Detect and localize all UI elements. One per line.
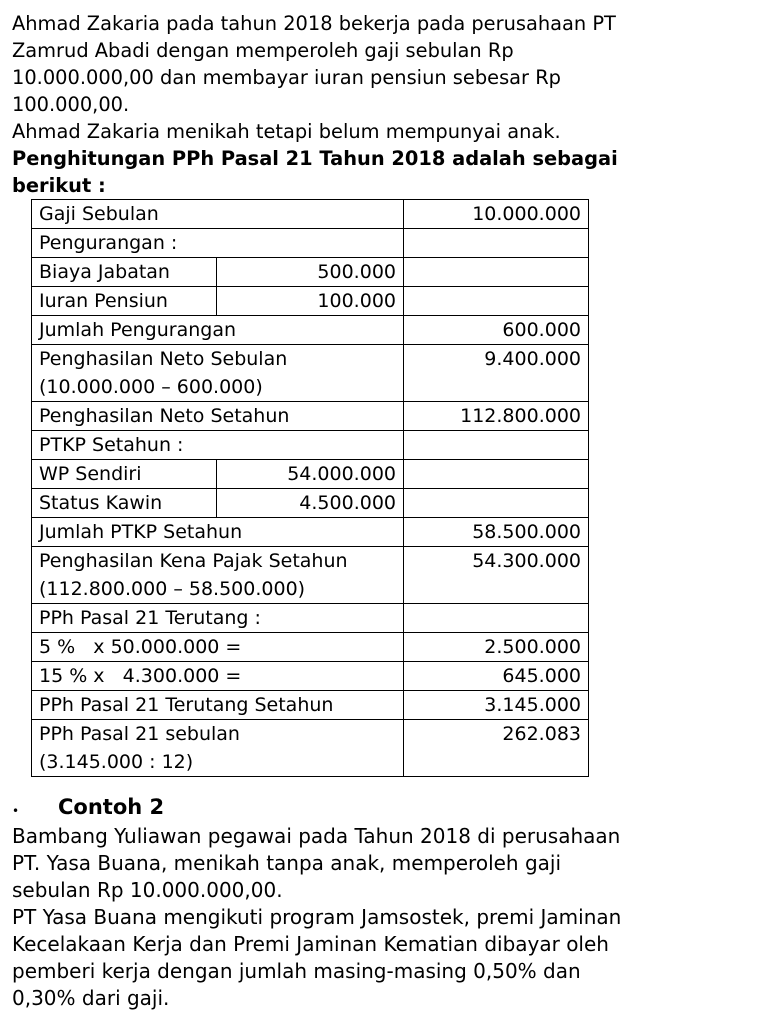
- example-line: sebulan Rp 10.000.000,00.: [12, 878, 283, 902]
- label-cell: Biaya Jabatan: [32, 258, 217, 287]
- intro-line: Ahmad Zakaria pada tahun 2018 bekerja pada perusahaan PT: [12, 12, 616, 35]
- label-cell: 15 % x 4.300.000 =: [32, 662, 404, 691]
- intro-line: 100.000,00.: [12, 93, 130, 116]
- sub-value-cell: 4.500.000: [217, 489, 404, 518]
- label-cell: PTKP Setahun :: [32, 431, 404, 460]
- table-row: [32, 489, 589, 518]
- value-cell: 600.000: [404, 316, 589, 345]
- label-cell: PPh Pasal 21 Terutang Setahun: [32, 691, 404, 720]
- example-heading: [12, 793, 752, 821]
- table-row: [32, 316, 589, 345]
- value-cell: 3.145.000: [404, 691, 589, 720]
- label-cell: PPh Pasal 21 sebulan (3.145.000 : 12): [32, 720, 404, 777]
- example-line: 0,30% dari gaji.: [12, 986, 170, 1010]
- sub-value-cell: 54.000.000: [217, 460, 404, 489]
- value-cell: [404, 604, 589, 633]
- intro-line: Ahmad Zakaria menikah tetapi belum mempunyai anak.: [12, 120, 561, 143]
- intro-line: 10.000.000,00 dan membayar iuran pensiun sebesar Rp: [12, 66, 561, 89]
- table-row: [32, 633, 589, 662]
- value-cell: [404, 287, 589, 316]
- label-cell: Pengurangan :: [32, 229, 404, 258]
- value-cell: [404, 258, 589, 287]
- value-cell: 9.400.000: [404, 345, 589, 402]
- sub-value-cell: 500.000: [217, 258, 404, 287]
- table-row: [32, 460, 589, 489]
- label-cell: Iuran Pensiun: [32, 287, 217, 316]
- calculation-heading: berikut :: [12, 174, 106, 197]
- label-cell: 5 % x 50.000.000 =: [32, 633, 404, 662]
- example-line: PT Yasa Buana mengikuti program Jamsostek, premi Jaminan: [12, 905, 622, 929]
- table-row: [32, 604, 589, 633]
- table-row: [32, 287, 589, 316]
- example-line: PT. Yasa Buana, menikah tanpa anak, memperoleh gaji: [12, 851, 562, 875]
- label-cell: Penghasilan Neto Sebulan (10.000.000 – 600.000): [32, 345, 404, 402]
- calculation-heading: Penghitungan PPh Pasal 21 Tahun 2018 adalah sebagai: [12, 147, 618, 170]
- example-paragraph: [12, 823, 760, 1012]
- label-cell: PPh Pasal 21 Terutang :: [32, 604, 404, 633]
- value-cell: [404, 229, 589, 258]
- label-cell: Gaji Sebulan: [32, 200, 404, 229]
- label-cell: Penghasilan Kena Pajak Setahun (112.800.000 – 58.500.000): [32, 547, 404, 604]
- label-cell: Jumlah Pengurangan: [32, 316, 404, 345]
- table-row: [32, 229, 589, 258]
- value-cell: 10.000.000: [404, 200, 589, 229]
- table-row: [32, 431, 589, 460]
- value-cell: [404, 431, 589, 460]
- table-row: [32, 200, 589, 229]
- value-cell: 2.500.000: [404, 633, 589, 662]
- table-row: [32, 402, 589, 431]
- value-cell: [404, 489, 589, 518]
- table-row: [32, 662, 589, 691]
- value-cell: [404, 460, 589, 489]
- table-row: [32, 345, 589, 402]
- label-cell: Jumlah PTKP Setahun: [32, 518, 404, 547]
- intro-line: Zamrud Abadi dengan memperoleh gaji sebulan Rp: [12, 39, 514, 62]
- value-cell: 112.800.000: [404, 402, 589, 431]
- example-line: Bambang Yuliawan pegawai pada Tahun 2018 di perusahaan: [12, 824, 621, 848]
- table-row: [32, 720, 589, 777]
- pph21-calculation-table: [31, 199, 589, 777]
- label-cell: Status Kawin: [32, 489, 217, 518]
- table-row: [32, 258, 589, 287]
- value-cell: 262.083: [404, 720, 589, 777]
- table-row: [32, 691, 589, 720]
- label-cell: Penghasilan Neto Setahun: [32, 402, 404, 431]
- value-cell: 54.300.000: [404, 547, 589, 604]
- intro-paragraph: [12, 10, 760, 199]
- label-cell: WP Sendiri: [32, 460, 217, 489]
- value-cell: 645.000: [404, 662, 589, 691]
- table-row: [32, 518, 589, 547]
- example-line: Kecelakaan Kerja dan Premi Jaminan Kematian dibayar oleh: [12, 932, 609, 956]
- value-cell: 58.500.000: [404, 518, 589, 547]
- sub-value-cell: 100.000: [217, 287, 404, 316]
- example-line: pemberi kerja dengan jumlah masing-masing 0,50% dan: [12, 959, 581, 983]
- example-title: Contoh 2: [58, 795, 165, 819]
- table-row: [32, 547, 589, 604]
- bullet-icon: •: [12, 804, 20, 818]
